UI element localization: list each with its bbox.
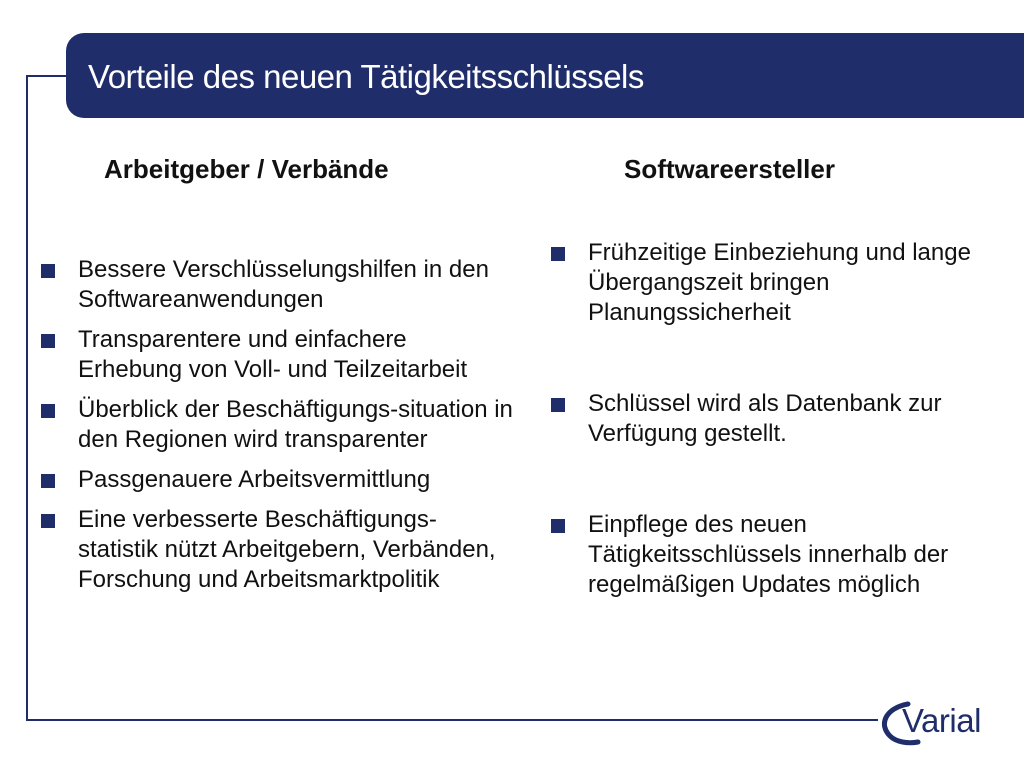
bullet-square-icon [41, 264, 55, 278]
list-item-text: Passgenauere Arbeitsvermittlung [78, 466, 431, 493]
list-item-text: Frühzeitige Einbeziehung und lange Übergangszeit bringen Planungssicherheit [588, 239, 971, 326]
list-item [551, 510, 971, 600]
frame-line-top [26, 75, 68, 77]
left-bullet-list [41, 255, 516, 605]
list-item [41, 505, 516, 595]
bullet-square-icon [41, 474, 55, 488]
bullet-square-icon [41, 404, 55, 418]
bullet-square-icon [551, 398, 565, 412]
list-item-text: Eine verbesserte Beschäftigungs-statistik nützt Arbeitgebern, Verbänden, Forschung und Arbeitsmarktpolitik [78, 506, 496, 593]
list-item-text: Schlüssel wird als Datenbank zur Verfügung gestellt. [588, 390, 942, 447]
bullet-square-icon [41, 514, 55, 528]
frame-line-left [26, 75, 28, 721]
list-item-text: Einpflege des neuen Tätigkeitsschlüssels innerhalb der regelmäßigen Updates möglich [588, 511, 949, 598]
list-item [551, 389, 971, 449]
slide-title: Vorteile des neuen Tätigkeitsschlüssels [88, 58, 644, 95]
list-item [551, 238, 971, 328]
list-item [41, 395, 516, 455]
right-column-heading: Softwareersteller [624, 154, 835, 184]
logo-text: Varial [902, 702, 981, 739]
list-item [41, 325, 516, 385]
bullet-square-icon [551, 247, 565, 261]
frame-line-bottom [26, 719, 878, 721]
list-item [41, 255, 516, 315]
list-item [41, 465, 516, 495]
list-item-text: Überblick der Beschäftigungs-situation in den Regionen wird transparenter [78, 396, 513, 453]
right-bullet-list [551, 238, 971, 661]
bullet-square-icon [41, 334, 55, 348]
left-column-heading: Arbeitgeber / Verbände [104, 154, 389, 184]
list-item-text: Bessere Verschlüsselungshilfen in den Softwareanwendungen [78, 256, 489, 313]
list-item-text: Transparentere und einfachere Erhebung von Voll- und Teilzeitarbeit [78, 326, 468, 383]
bullet-square-icon [551, 519, 565, 533]
